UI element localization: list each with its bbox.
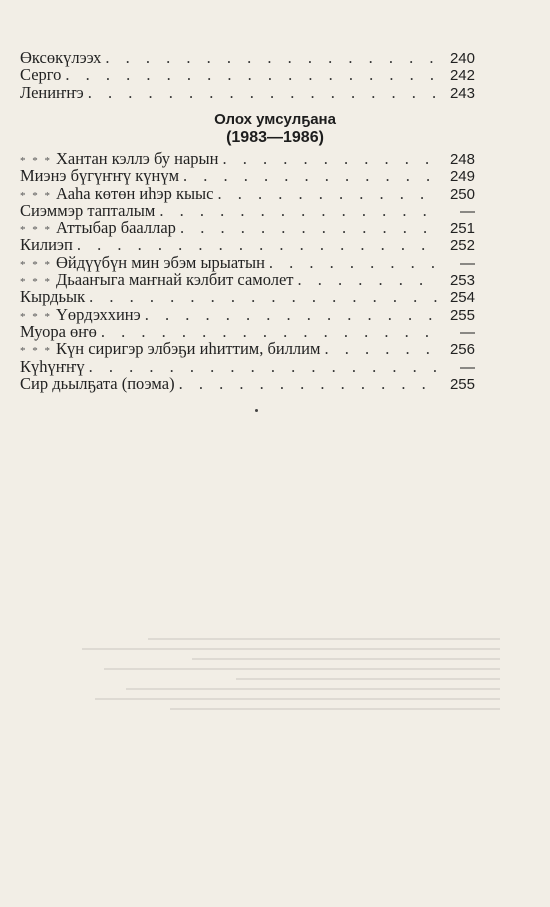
- stars-marker: * * *: [20, 345, 52, 358]
- toc-section-list: [20, 150, 475, 392]
- leader-dots: [217, 185, 439, 202]
- entry-title-text: Күн сиригэр элбэҕи иһиттим, биллим: [56, 339, 321, 359]
- leader-dots: [159, 202, 439, 219]
- entry-page: 251: [449, 220, 475, 238]
- entry-page: 249: [449, 168, 475, 186]
- entry-title-text: Ааһа көтөн иһэр кыыс: [56, 183, 214, 203]
- entry-title-text: Муора өҥө: [20, 321, 97, 341]
- entry-title: [20, 323, 101, 340]
- entry-page: 253: [449, 272, 475, 290]
- entry-title: Лениҥҥэ: [20, 82, 84, 102]
- stars-marker: * * *: [20, 276, 52, 289]
- leader-dots: [88, 84, 439, 101]
- toc-entry: [20, 340, 475, 357]
- toc-entry: [20, 358, 475, 375]
- stars-marker: * * *: [20, 155, 52, 167]
- entry-title: Өксөкүлээх: [20, 48, 102, 67]
- entry-page: 254: [449, 289, 475, 307]
- toc-entry: [20, 167, 475, 184]
- leader-dots: [180, 219, 439, 236]
- leader-dots: [183, 167, 439, 184]
- entry-page: 255: [449, 306, 475, 324]
- entry-title-text: Күһүҥҥү: [20, 356, 85, 376]
- entry-page: 250: [449, 185, 475, 203]
- entry-title: [20, 375, 179, 392]
- entry-page: —: [460, 202, 475, 220]
- leader-dots: [179, 375, 439, 392]
- leader-dots: [324, 340, 439, 357]
- toc-entry: [20, 254, 475, 271]
- toc-entry: [20, 150, 475, 167]
- entry-title-text: Кырдьык: [20, 287, 86, 307]
- stars-marker: * * *: [20, 310, 52, 323]
- entry-title: [20, 288, 89, 305]
- leader-dots: [269, 254, 439, 271]
- section-heading: [0, 111, 550, 147]
- leader-dots: [77, 236, 439, 253]
- leader-dots: [89, 288, 439, 305]
- stars-marker: * * *: [20, 258, 52, 271]
- entry-page: —: [460, 254, 475, 272]
- leader-dots: [222, 150, 439, 167]
- entry-page: —: [460, 323, 475, 341]
- entry-page: 255: [449, 375, 475, 393]
- entry-title-text: Килиэп: [20, 235, 73, 255]
- entry-title-text: Хантан кэллэ бу нарын: [56, 149, 219, 168]
- entry-title-text: Сир дьылҕата (поэма): [20, 373, 175, 393]
- leader-dots: [101, 323, 439, 340]
- entry-title-text: Аттыбар бааллар: [56, 218, 176, 238]
- entry-page: —: [460, 358, 475, 376]
- entry-page: 240: [449, 50, 475, 67]
- bleed-through-text: [60, 630, 500, 830]
- entry-title-text: Дьааҥыга маҥнай кэлбит самолет: [56, 270, 294, 290]
- toc-entry: [20, 202, 475, 219]
- leader-dots: [89, 358, 439, 375]
- entry-title-text: Үөрдэххинэ: [56, 304, 141, 324]
- leader-dots: [65, 66, 439, 83]
- entry-title-text: Өйдүүбүн мин эбэм ырыатын: [56, 252, 265, 272]
- toc-entry: [20, 306, 475, 323]
- section-title: Олох умсулҕана: [214, 111, 336, 128]
- section-years: (1983—1986): [226, 129, 324, 146]
- stars-marker: * * *: [20, 224, 52, 237]
- entry-title-text: Сиэммэр тапталым: [20, 200, 156, 220]
- entry-title: [20, 358, 89, 375]
- entry-title: [20, 167, 183, 184]
- entry-title: Серго: [20, 65, 62, 85]
- entry-page: 248: [449, 151, 475, 168]
- stars-marker: * * *: [20, 189, 52, 202]
- toc-entry: [20, 323, 475, 340]
- entry-title: [20, 236, 77, 253]
- ink-speck: [255, 409, 258, 412]
- leader-dots: [298, 271, 439, 288]
- leader-dots: [105, 49, 439, 66]
- entry-title-text: Миэнэ бүгүҥҥү күнүм: [20, 166, 180, 186]
- toc-entry: [20, 236, 475, 253]
- entry-page: 256: [449, 341, 475, 359]
- toc-entry: [20, 84, 475, 101]
- leader-dots: [145, 306, 439, 323]
- toc-entry: [20, 271, 475, 288]
- toc-entry: [20, 219, 475, 236]
- entry-page: 242: [449, 67, 475, 85]
- toc-entry: [20, 375, 475, 392]
- toc-entry: [20, 185, 475, 202]
- toc-entry: [20, 66, 475, 83]
- entry-title: [20, 202, 159, 219]
- toc-top-list: [20, 49, 475, 101]
- entry-page: 243: [449, 84, 475, 102]
- toc-entry: [20, 49, 475, 66]
- toc-entry: [20, 288, 475, 305]
- entry-page: 252: [449, 237, 475, 255]
